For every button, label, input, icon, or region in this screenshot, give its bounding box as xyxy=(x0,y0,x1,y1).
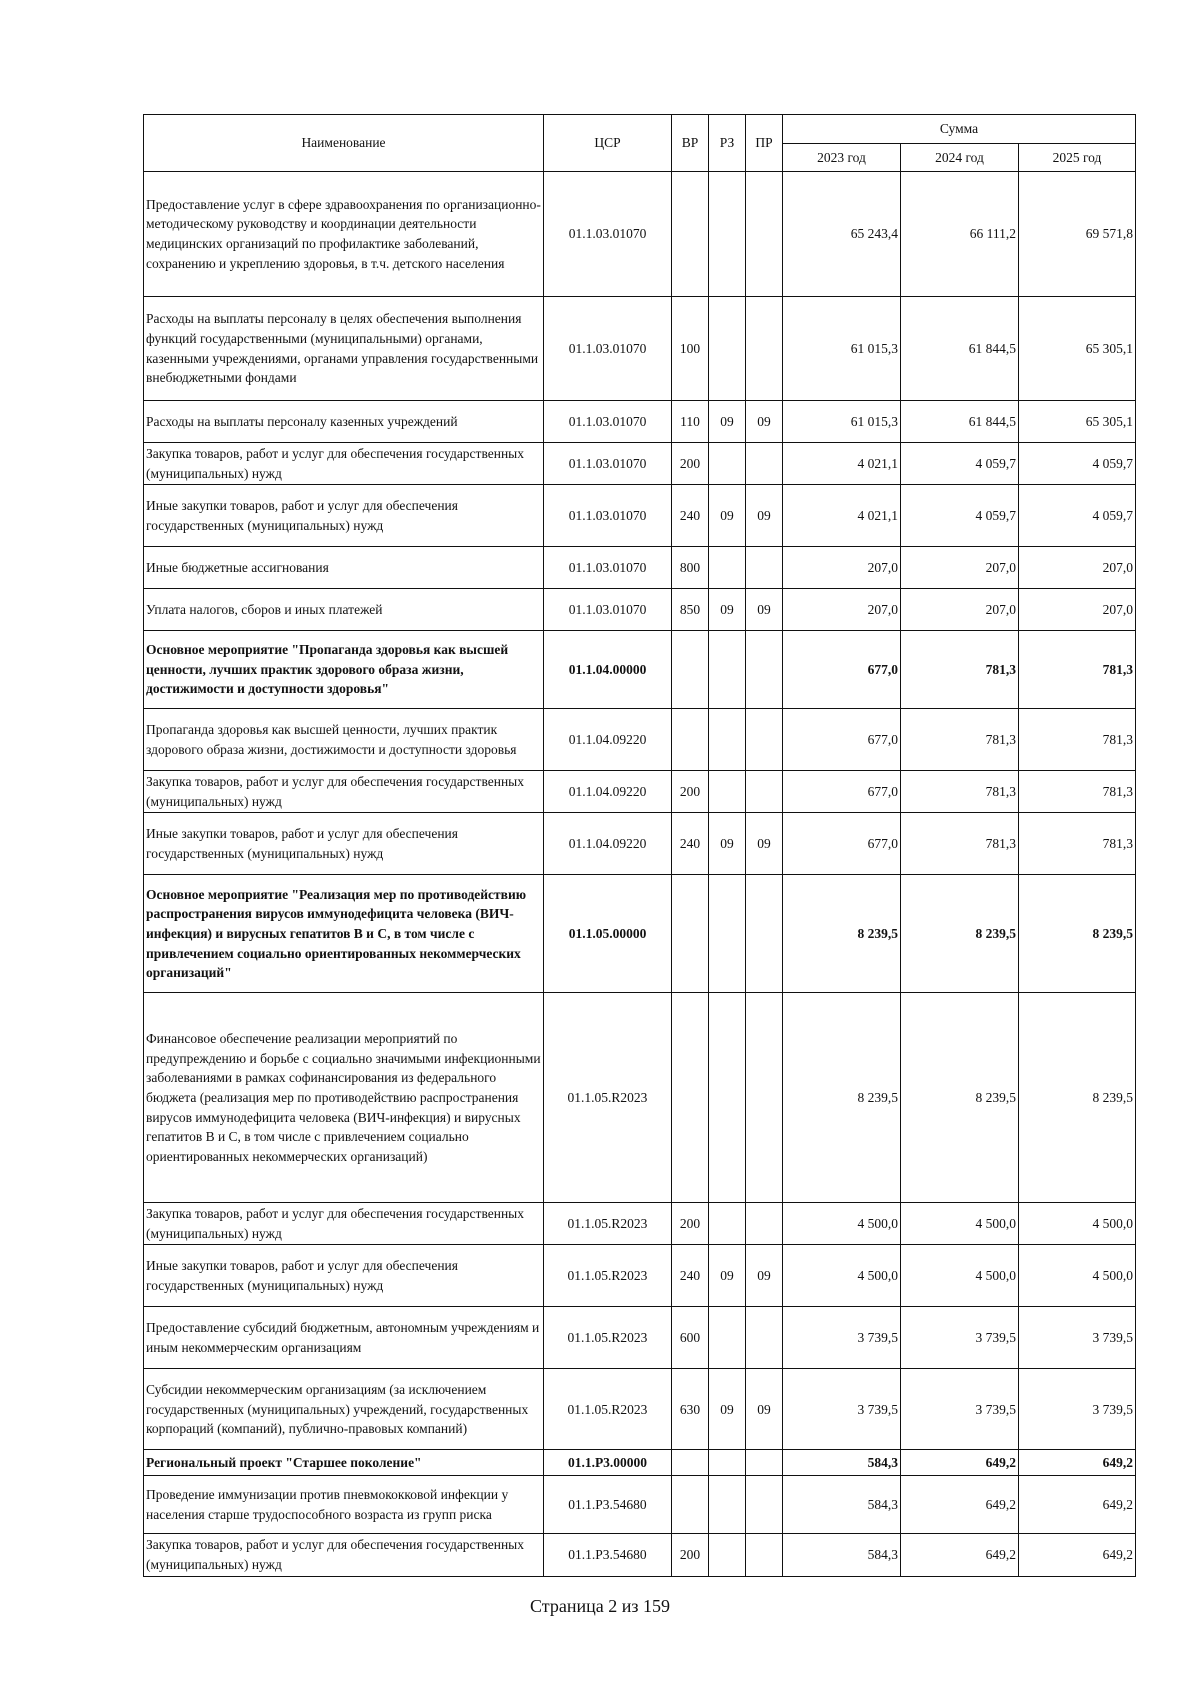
cell-name: Закупка товаров, работ и услуг для обеспечения государственных (муниципальных) нужд xyxy=(144,1534,544,1576)
cell-name: Региональный проект "Старшее поколение" xyxy=(144,1450,544,1476)
cell-csr: 01.1.05.R2023 xyxy=(544,1307,672,1369)
cell-2024: 4 500,0 xyxy=(901,1203,1019,1245)
header-year-2023: 2023 год xyxy=(783,144,901,172)
cell-name: Основное мероприятие "Реализация мер по противодействию распространения вирусов иммунодефицита человека (ВИЧ-инфекция) и вирусных гепатитов В и С, в том числе с привлечением социально ориентированных некоммерческих организаций" xyxy=(144,875,544,993)
cell-csr: 01.1.03.01070 xyxy=(544,485,672,547)
cell-name: Закупка товаров, работ и услуг для обеспечения государственных (муниципальных) нужд xyxy=(144,771,544,813)
cell-2023: 584,3 xyxy=(783,1450,901,1476)
cell-pr xyxy=(746,172,783,297)
cell-2024: 4 500,0 xyxy=(901,1245,1019,1307)
cell-2023: 8 239,5 xyxy=(783,993,901,1203)
table-row xyxy=(144,1245,1136,1307)
cell-csr: 01.1.05.R2023 xyxy=(544,993,672,1203)
table-row xyxy=(144,1369,1136,1450)
cell-pr xyxy=(746,631,783,709)
cell-vr: 630 xyxy=(672,1369,709,1450)
cell-2025: 4 500,0 xyxy=(1019,1245,1136,1307)
table-row xyxy=(144,401,1136,443)
cell-2023: 4 500,0 xyxy=(783,1245,901,1307)
table-row xyxy=(144,1307,1136,1369)
cell-vr: 850 xyxy=(672,589,709,631)
cell-2024: 649,2 xyxy=(901,1476,1019,1534)
cell-pr: 09 xyxy=(746,1245,783,1307)
cell-csr: 01.1.03.01070 xyxy=(544,401,672,443)
cell-2023: 677,0 xyxy=(783,771,901,813)
cell-vr: 800 xyxy=(672,547,709,589)
cell-name: Закупка товаров, работ и услуг для обеспечения государственных (муниципальных) нужд xyxy=(144,1203,544,1245)
cell-vr xyxy=(672,875,709,993)
cell-2023: 677,0 xyxy=(783,631,901,709)
cell-rz xyxy=(709,547,746,589)
cell-rz xyxy=(709,1450,746,1476)
cell-csr: 01.1.05.R2023 xyxy=(544,1245,672,1307)
cell-pr xyxy=(746,875,783,993)
table-row xyxy=(144,1476,1136,1534)
cell-2025: 781,3 xyxy=(1019,771,1136,813)
table-body xyxy=(144,172,1136,1577)
table-row xyxy=(144,172,1136,297)
table-row xyxy=(144,709,1136,771)
cell-name: Иные закупки товаров, работ и услуг для обеспечения государственных (муниципальных) нужд xyxy=(144,1245,544,1307)
cell-vr xyxy=(672,1450,709,1476)
cell-rz: 09 xyxy=(709,401,746,443)
cell-csr: 01.1.P3.00000 xyxy=(544,1450,672,1476)
cell-2025: 781,3 xyxy=(1019,631,1136,709)
cell-csr: 01.1.03.01070 xyxy=(544,589,672,631)
cell-2025: 65 305,1 xyxy=(1019,297,1136,401)
cell-csr: 01.1.03.01070 xyxy=(544,297,672,401)
cell-2023: 207,0 xyxy=(783,547,901,589)
cell-2025: 69 571,8 xyxy=(1019,172,1136,297)
cell-2023: 61 015,3 xyxy=(783,401,901,443)
table-row xyxy=(144,443,1136,485)
cell-vr xyxy=(672,993,709,1203)
table-row xyxy=(144,589,1136,631)
cell-2023: 8 239,5 xyxy=(783,875,901,993)
table-row xyxy=(144,1203,1136,1245)
cell-2025: 4 059,7 xyxy=(1019,443,1136,485)
cell-vr xyxy=(672,631,709,709)
cell-2023: 3 739,5 xyxy=(783,1369,901,1450)
cell-name: Иные закупки товаров, работ и услуг для обеспечения государственных (муниципальных) нужд xyxy=(144,813,544,875)
cell-vr: 100 xyxy=(672,297,709,401)
cell-vr xyxy=(672,172,709,297)
cell-rz xyxy=(709,1307,746,1369)
cell-2025: 8 239,5 xyxy=(1019,875,1136,993)
cell-2024: 4 059,7 xyxy=(901,443,1019,485)
cell-2023: 584,3 xyxy=(783,1476,901,1534)
cell-2024: 781,3 xyxy=(901,631,1019,709)
cell-vr: 240 xyxy=(672,813,709,875)
cell-2024: 781,3 xyxy=(901,771,1019,813)
cell-pr xyxy=(746,709,783,771)
cell-2023: 61 015,3 xyxy=(783,297,901,401)
header-rz: РЗ xyxy=(709,115,746,172)
cell-2023: 4 500,0 xyxy=(783,1203,901,1245)
cell-csr: 01.1.05.R2023 xyxy=(544,1203,672,1245)
cell-2025: 207,0 xyxy=(1019,589,1136,631)
cell-2025: 3 739,5 xyxy=(1019,1307,1136,1369)
cell-rz xyxy=(709,443,746,485)
cell-name: Расходы на выплаты персоналу в целях обеспечения выполнения функций государственными (муниципальными) органами, казенными учреждениями, органами управления государственными внебюджетными фондами xyxy=(144,297,544,401)
cell-csr: 01.1.03.01070 xyxy=(544,547,672,589)
cell-2024: 3 739,5 xyxy=(901,1307,1019,1369)
cell-csr: 01.1.05.R2023 xyxy=(544,1369,672,1450)
cell-csr: 01.1.03.01070 xyxy=(544,443,672,485)
cell-csr: 01.1.04.09220 xyxy=(544,813,672,875)
header-vr: ВР xyxy=(672,115,709,172)
cell-name: Предоставление субсидий бюджетным, автономным учреждениям и иным некоммерческим организациям xyxy=(144,1307,544,1369)
cell-2025: 649,2 xyxy=(1019,1534,1136,1576)
cell-csr: 01.1.P3.54680 xyxy=(544,1534,672,1576)
cell-2024: 207,0 xyxy=(901,547,1019,589)
cell-2024: 61 844,5 xyxy=(901,297,1019,401)
cell-pr xyxy=(746,1203,783,1245)
table-row xyxy=(144,771,1136,813)
cell-name: Уплата налогов, сборов и иных платежей xyxy=(144,589,544,631)
cell-vr: 110 xyxy=(672,401,709,443)
cell-2025: 207,0 xyxy=(1019,547,1136,589)
cell-rz xyxy=(709,993,746,1203)
cell-vr: 200 xyxy=(672,443,709,485)
cell-2024: 781,3 xyxy=(901,813,1019,875)
cell-2023: 3 739,5 xyxy=(783,1307,901,1369)
cell-rz: 09 xyxy=(709,1245,746,1307)
header-pr: ПР xyxy=(746,115,783,172)
cell-pr xyxy=(746,443,783,485)
table-row xyxy=(144,485,1136,547)
header-sum: Сумма xyxy=(783,115,1136,144)
cell-vr xyxy=(672,709,709,771)
cell-csr: 01.1.03.01070 xyxy=(544,172,672,297)
table-row xyxy=(144,631,1136,709)
cell-name: Пропаганда здоровья как высшей ценности, лучших практик здорового образа жизни, достижимости и доступности здоровья xyxy=(144,709,544,771)
cell-2025: 4 500,0 xyxy=(1019,1203,1136,1245)
cell-2023: 4 021,1 xyxy=(783,485,901,547)
cell-name: Закупка товаров, работ и услуг для обеспечения государственных (муниципальных) нужд xyxy=(144,443,544,485)
cell-2025: 4 059,7 xyxy=(1019,485,1136,547)
cell-2025: 3 739,5 xyxy=(1019,1369,1136,1450)
cell-vr xyxy=(672,1476,709,1534)
cell-pr xyxy=(746,297,783,401)
cell-2025: 649,2 xyxy=(1019,1476,1136,1534)
table-row xyxy=(144,1534,1136,1576)
cell-rz xyxy=(709,172,746,297)
cell-2025: 649,2 xyxy=(1019,1450,1136,1476)
table-row xyxy=(144,875,1136,993)
cell-rz: 09 xyxy=(709,589,746,631)
cell-pr: 09 xyxy=(746,401,783,443)
cell-2024: 207,0 xyxy=(901,589,1019,631)
cell-csr: 01.1.05.00000 xyxy=(544,875,672,993)
cell-2025: 781,3 xyxy=(1019,709,1136,771)
cell-rz: 09 xyxy=(709,485,746,547)
cell-2024: 66 111,2 xyxy=(901,172,1019,297)
cell-2024: 4 059,7 xyxy=(901,485,1019,547)
cell-pr: 09 xyxy=(746,589,783,631)
cell-csr: 01.1.P3.54680 xyxy=(544,1476,672,1534)
table-row xyxy=(144,993,1136,1203)
cell-pr xyxy=(746,547,783,589)
cell-pr xyxy=(746,771,783,813)
cell-vr: 600 xyxy=(672,1307,709,1369)
cell-rz xyxy=(709,709,746,771)
table-row xyxy=(144,813,1136,875)
cell-2025: 781,3 xyxy=(1019,813,1136,875)
header-year-2024: 2024 год xyxy=(901,144,1019,172)
cell-2025: 8 239,5 xyxy=(1019,993,1136,1203)
cell-vr: 200 xyxy=(672,1534,709,1576)
cell-pr: 09 xyxy=(746,813,783,875)
cell-rz xyxy=(709,875,746,993)
cell-2023: 4 021,1 xyxy=(783,443,901,485)
cell-name: Расходы на выплаты персоналу казенных учреждений xyxy=(144,401,544,443)
cell-vr: 240 xyxy=(672,1245,709,1307)
cell-rz xyxy=(709,1203,746,1245)
cell-name: Проведение иммунизации против пневмококковой инфекции у населения старше трудоспособного возраста из групп риска xyxy=(144,1476,544,1534)
cell-2023: 677,0 xyxy=(783,709,901,771)
cell-name: Предоставление услуг в сфере здравоохранения по организационно-методическому руководству и координации деятельности медицинских организаций по профилактике заболеваний, сохранению и укреплению здоровья, в т.ч. детского населения xyxy=(144,172,544,297)
cell-pr xyxy=(746,1450,783,1476)
cell-2024: 649,2 xyxy=(901,1450,1019,1476)
header-name: Наименование xyxy=(144,115,544,172)
cell-pr xyxy=(746,1307,783,1369)
cell-2024: 8 239,5 xyxy=(901,875,1019,993)
cell-2024: 8 239,5 xyxy=(901,993,1019,1203)
cell-2023: 677,0 xyxy=(783,813,901,875)
cell-rz: 09 xyxy=(709,1369,746,1450)
cell-name: Иные закупки товаров, работ и услуг для обеспечения государственных (муниципальных) нужд xyxy=(144,485,544,547)
table-row xyxy=(144,297,1136,401)
cell-name: Субсидии некоммерческим организациям (за исключением государственных (муниципальных) учреждений, государственных корпораций (компаний), публично-правовых компаний) xyxy=(144,1369,544,1450)
cell-2024: 649,2 xyxy=(901,1534,1019,1576)
cell-2023: 207,0 xyxy=(783,589,901,631)
cell-pr xyxy=(746,1534,783,1576)
cell-name: Финансовое обеспечение реализации мероприятий по предупреждению и борьбе с социально значимыми инфекционными заболеваниями в рамках софинансирования из федерального бюджета (реализация мер по противодействию распространения вирусов иммунодефицита человека (ВИЧ-инфекция) и вирусных гепатитов В и С, в том числе с привлечением социально ориентированных некоммерческих организаций) xyxy=(144,993,544,1203)
cell-pr: 09 xyxy=(746,485,783,547)
cell-vr: 200 xyxy=(672,1203,709,1245)
cell-name: Основное мероприятие "Пропаганда здоровья как высшей ценности, лучших практик здорового образа жизни, достижимости и доступности здоровья" xyxy=(144,631,544,709)
header-csr: ЦСР xyxy=(544,115,672,172)
cell-name: Иные бюджетные ассигнования xyxy=(144,547,544,589)
cell-pr xyxy=(746,993,783,1203)
cell-rz xyxy=(709,1534,746,1576)
cell-vr: 240 xyxy=(672,485,709,547)
cell-2024: 61 844,5 xyxy=(901,401,1019,443)
header-year-2025: 2025 год xyxy=(1019,144,1136,172)
cell-2025: 65 305,1 xyxy=(1019,401,1136,443)
cell-pr: 09 xyxy=(746,1369,783,1450)
cell-2024: 3 739,5 xyxy=(901,1369,1019,1450)
cell-csr: 01.1.04.09220 xyxy=(544,771,672,813)
cell-rz xyxy=(709,297,746,401)
cell-pr xyxy=(746,1476,783,1534)
table-row xyxy=(144,547,1136,589)
page-number: Страница 2 из 159 xyxy=(530,1596,670,1616)
cell-rz xyxy=(709,1476,746,1534)
cell-2023: 65 243,4 xyxy=(783,172,901,297)
cell-rz: 09 xyxy=(709,813,746,875)
table-header xyxy=(144,115,1136,172)
cell-rz xyxy=(709,771,746,813)
cell-csr: 01.1.04.00000 xyxy=(544,631,672,709)
cell-csr: 01.1.04.09220 xyxy=(544,709,672,771)
cell-vr: 200 xyxy=(672,771,709,813)
cell-rz xyxy=(709,631,746,709)
table-row xyxy=(144,1450,1136,1476)
cell-2023: 584,3 xyxy=(783,1534,901,1576)
budget-table xyxy=(143,114,1136,1577)
cell-2024: 781,3 xyxy=(901,709,1019,771)
